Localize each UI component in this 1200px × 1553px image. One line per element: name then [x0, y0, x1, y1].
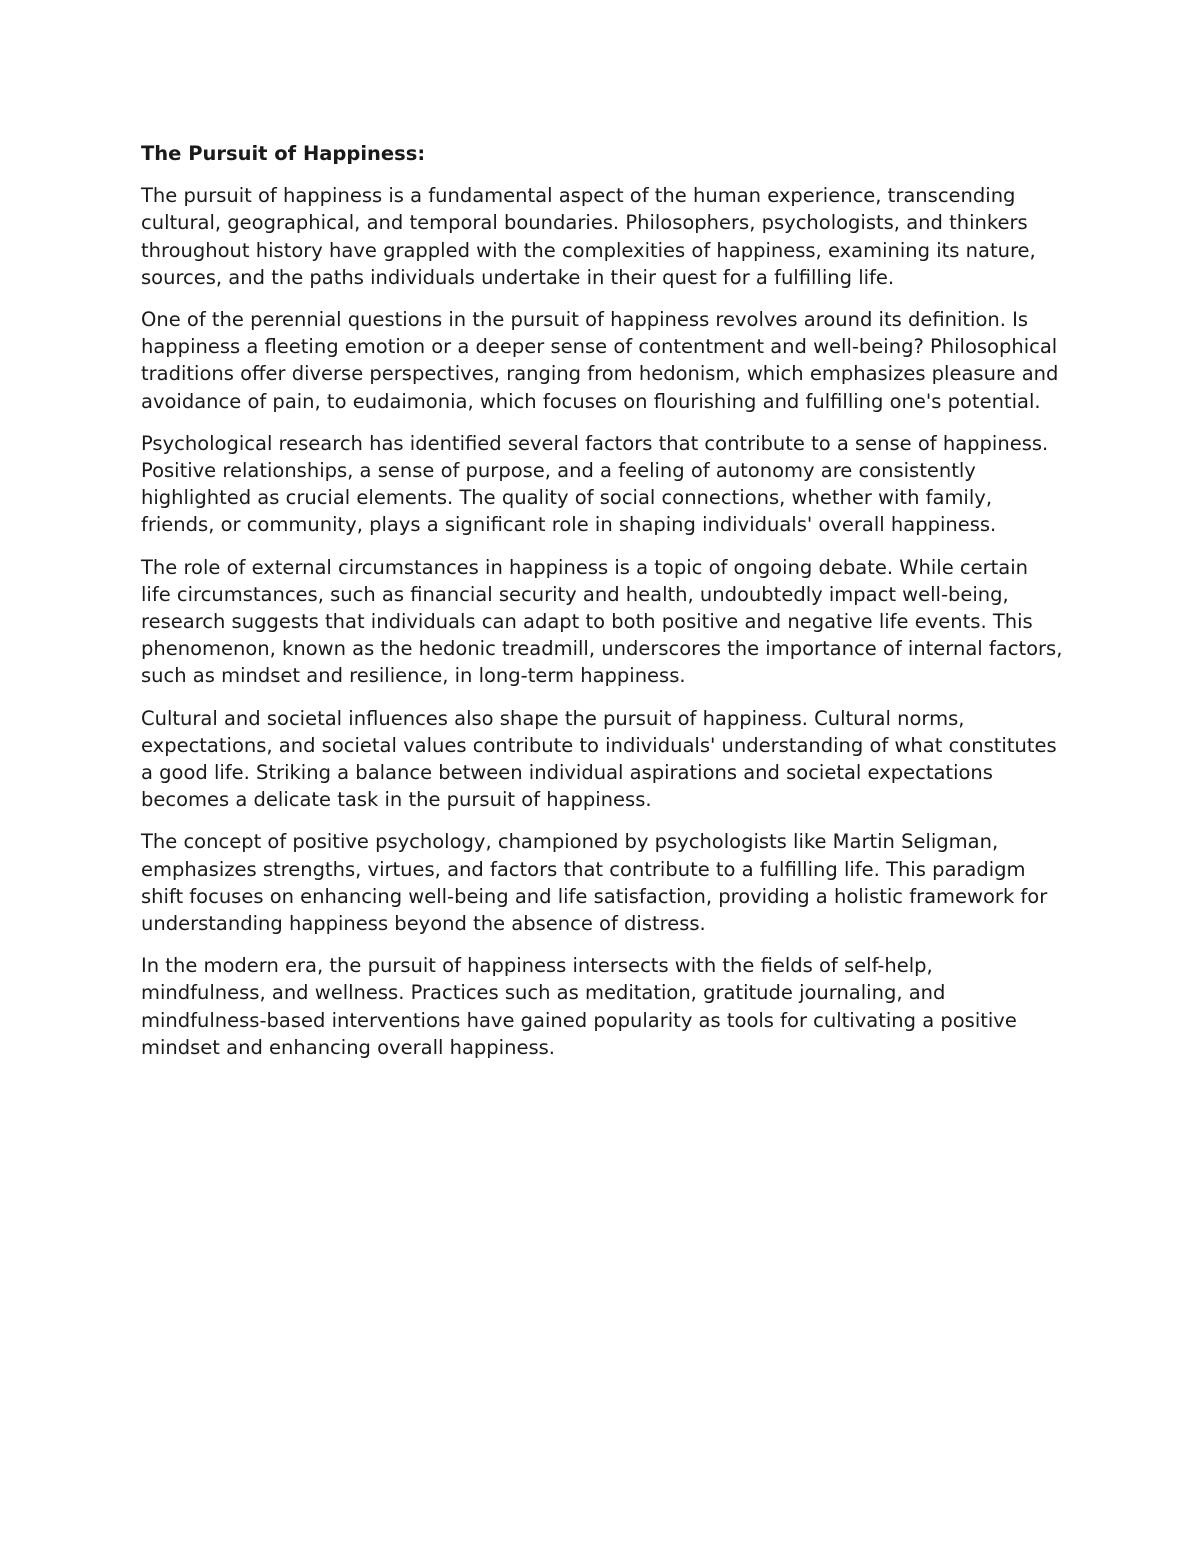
document-page	[141, 140, 1063, 1076]
paragraph-2: One of the perennial questions in the pursuit of happiness revolves around its definition. Is happiness a fleeting emotion or a deeper sense of contentment and well-being? Philosophical traditions offer diverse perspectives, ranging from hedonism, which emphasizes pleasure and avoidance of pain, to eudaimonia, which focuses on flourishing and fulfilling one's potential.	[141, 308, 1059, 413]
paragraph-5: Cultural and societal influences also shape the pursuit of happiness. Cultural norms, expectations, and societal values contribute to individuals' understanding of what constitutes a good life. Striking a balance between individual aspirations and societal expectations becomes a delicate task in the pursuit of happiness.	[141, 706, 1057, 812]
paragraph-6: The concept of positive psychology, championed by psychologists like Martin Seligman, emphasizes strengths, virtues, and factors that contribute to a fulfilling life. This paradigm shift focuses on enhancing well-being and life satisfaction, providing a holistic framework for understanding happiness beyond the absence of distress.	[141, 830, 1048, 936]
paragraph-1: The pursuit of happiness is a fundamental aspect of the human experience, transcending cultural, geographical, and temporal boundaries. Philosophers, psychologists, and thinkers throughout history have grappled with the complexities of happiness, examining its nature, sources, and the paths individuals undertake in their quest for a fulfilling life.	[141, 184, 1036, 289]
paragraph-7: In the modern era, the pursuit of happiness intersects with the fields of self-help, mindfulness, and wellness. Practices such as meditation, gratitude journaling, and mindfulness-based interventions have gained popularity as tools for cultivating a positive mindset and enhancing overall happiness.	[141, 954, 1017, 1059]
document-title: The Pursuit of Happiness:	[141, 142, 426, 165]
paragraph-4: The role of external circumstances in happiness is a topic of ongoing debate. While certain life circumstances, such as financial security and health, undoubtedly impact well-being, research suggests that individuals can adapt to both positive and negative life events. This phenomenon, known as the hedonic treadmill, underscores the importance of internal factors, such as mindset and resilience, in long-term happiness.	[141, 555, 1063, 688]
paragraph-3: Psychological research has identified several factors that contribute to a sense of happiness. Positive relationships, a sense of purpose, and a feeling of autonomy are consistently highlighted as crucial elements. The quality of social connections, whether with family, friends, or community, plays a significant role in shaping individuals' overall happiness.	[141, 431, 1049, 537]
